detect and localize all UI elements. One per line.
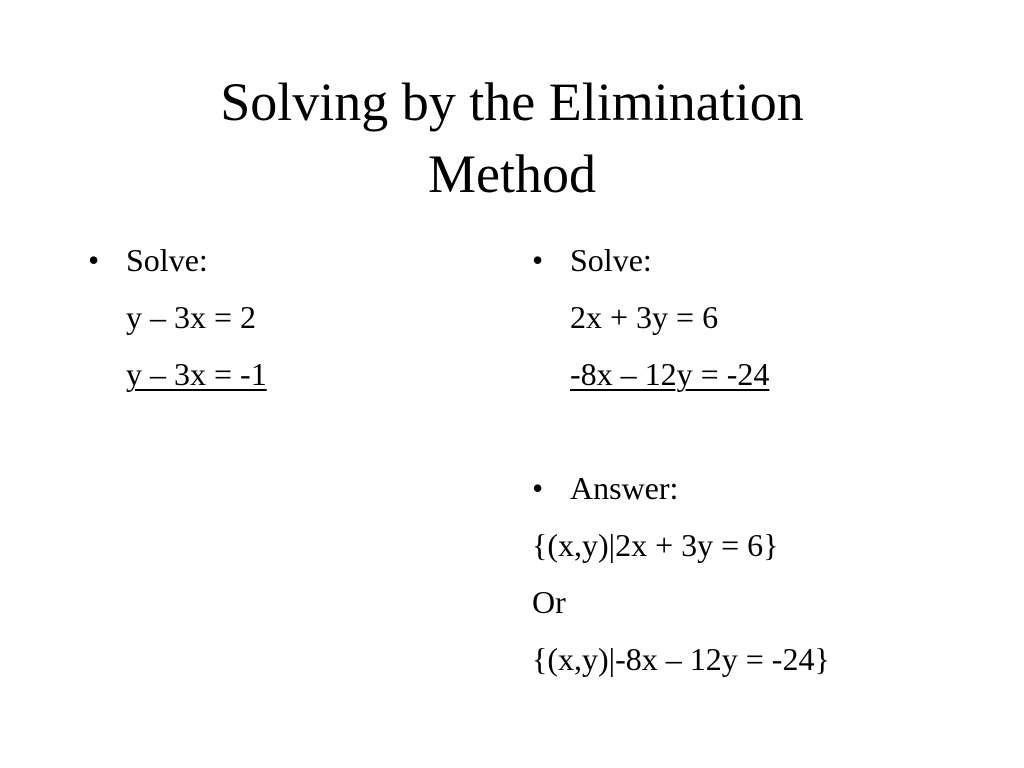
right-equation-2-row xyxy=(532,346,830,403)
right-equation-2: -8x – 12y = -24 xyxy=(570,356,770,392)
right-column xyxy=(532,232,830,688)
right-bullet-item xyxy=(532,232,830,289)
spacer xyxy=(532,403,830,460)
left-equation-2: y – 3x = -1 xyxy=(126,356,267,392)
bullet-icon: • xyxy=(532,242,544,278)
slide-title xyxy=(0,66,1024,210)
answer-set-2: {(x,y)|-8x – 12y = -24} xyxy=(532,641,830,677)
right-solve-label: Solve: xyxy=(570,242,652,278)
left-bullet-item xyxy=(88,232,267,289)
slide-title-line-2: Method xyxy=(428,144,596,204)
left-equation-2-row xyxy=(88,346,267,403)
left-column xyxy=(88,232,267,403)
right-equation-1: 2x + 3y = 6 xyxy=(570,299,719,335)
answer-label: Answer: xyxy=(570,470,679,506)
answer-set-1: {(x,y)|2x + 3y = 6} xyxy=(532,527,779,563)
bullet-icon: • xyxy=(88,242,100,278)
left-equation-1: y – 3x = 2 xyxy=(126,299,257,335)
left-solve-label: Solve: xyxy=(126,242,208,278)
bullet-icon: • xyxy=(532,470,544,506)
answer-bullet-item xyxy=(532,460,830,517)
answer-or: Or xyxy=(532,584,566,620)
slide-title-line-1: Solving by the Elimination xyxy=(220,72,804,132)
